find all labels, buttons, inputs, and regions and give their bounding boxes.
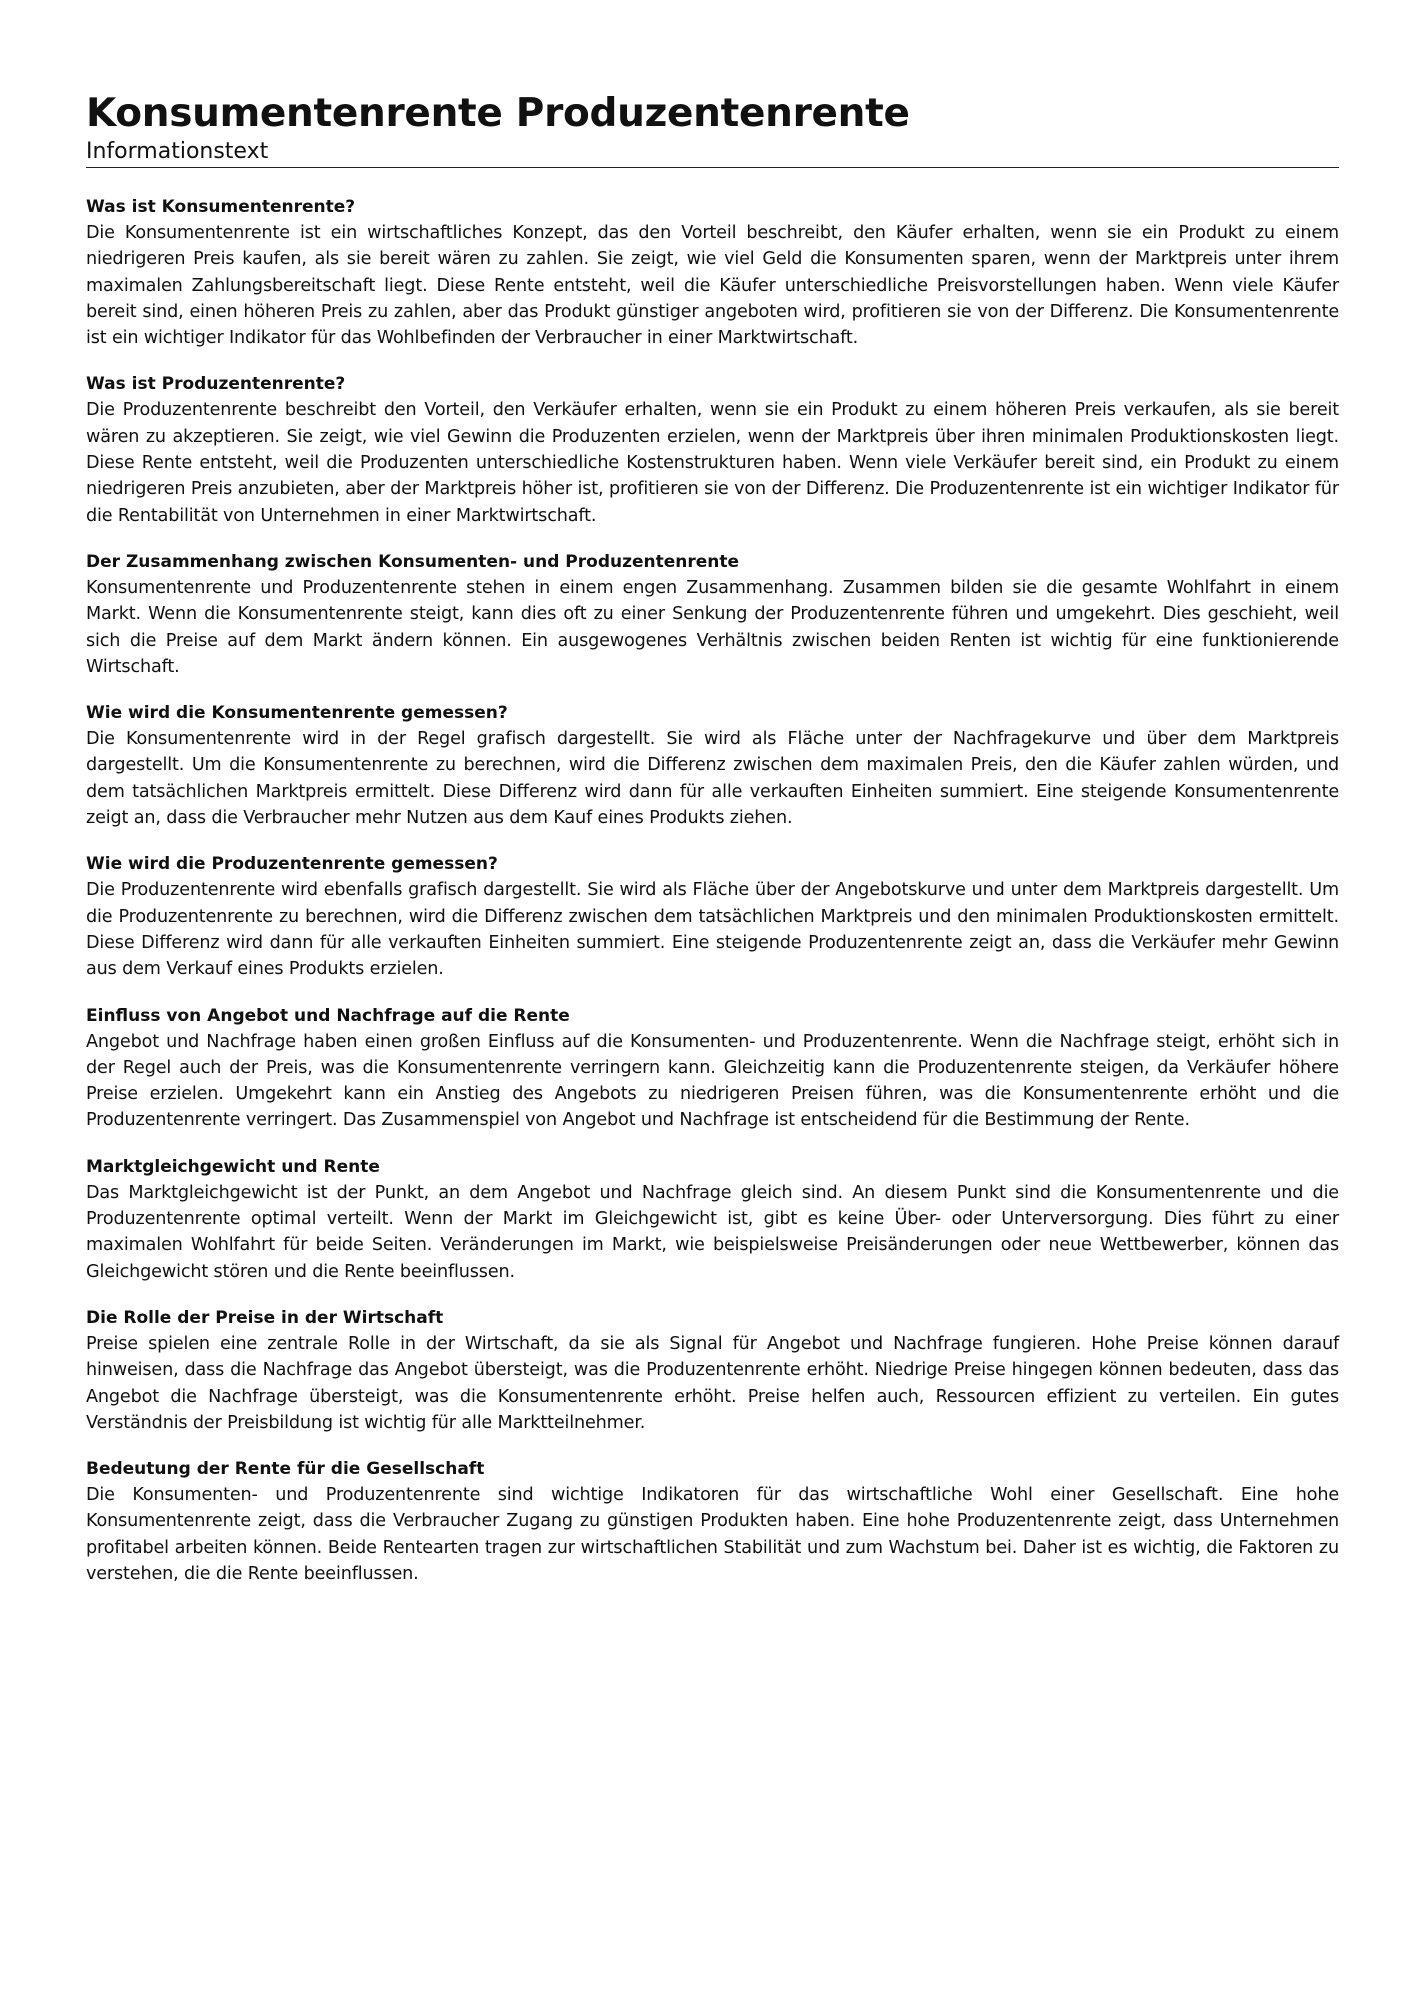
section-body: Das Marktgleichgewicht ist der Punkt, an dem Angebot und Nachfrage gleich sind. An diesem Punkt sind die Konsumentenrente und die Produzentenrente optimal verteilt. Wenn der Markt im Gleichgewicht ist, gibt es keine Über- oder Unterversorgung. Dies führt zu einer maximalen Wohlfahrt für beide Seiten. Veränderungen im Markt, wie beispielsweise Preisänderungen oder neue Wettbewerber, können das Gleichgewicht stören und die Rente beeinflussen. (86, 1182, 1339, 1282)
section-messung-produzentenrente (86, 851, 1339, 982)
section-produzentenrente (86, 371, 1339, 528)
document-title: Konsumentenrente Produzentenrente (86, 91, 910, 136)
section-body: Die Produzentenrente beschreibt den Vorteil, den Verkäufer erhalten, wenn sie ein Produkt zu einem höheren Preis verkaufen, als sie bereit wären zu akzeptieren. Sie zeigt, wie viel Gewinn die Produzenten erzielen, wenn der Marktpreis über ihren minimalen Produktionskosten liegt. Diese Rente entsteht, weil die Produzenten unterschiedliche Kostenstrukturen haben. Wenn viele Verkäufer bereit sind, ein Produkt zu einem niedrigeren Preis anzubieten, aber der Marktpreis höher ist, profitieren sie von der Differenz. Die Produzentenrente ist ein wichtiger Indikator für die Rentabilität von Unternehmen in einer Marktwirtschaft. (86, 400, 1339, 526)
section-heading: Was ist Produzentenrente? (86, 374, 346, 395)
section-body: Angebot und Nachfrage haben einen großen Einfluss auf die Konsumenten- und Produzentenrente. Wenn die Nachfrage steigt, erhöht sich in der Regel auch der Preis, was die Konsumentenrente verringern kann. Gleichzeitig kann die Produzentenrente steigen, da Verkäufer höhere Preise erzielen. Umgekehrt kann ein Anstieg des Angebots zu niedrigeren Preisen führen, was die Konsumentenrente erhöht und die Produzentenrente verringert. Das Zusammenspiel von Angebot und Nachfrage ist entscheidend für die Bestimmung der Rente. (86, 1031, 1339, 1131)
document-page (86, 90, 1339, 1607)
section-heading: Der Zusammenhang zwischen Konsumenten- und Produzentenrente (86, 551, 740, 572)
document-content (86, 194, 1339, 1587)
section-heading: Bedeutung der Rente für die Gesellschaft (86, 1459, 485, 1480)
section-heading: Einfluss von Angebot und Nachfrage auf die Rente (86, 1005, 570, 1026)
section-heading: Marktgleichgewicht und Rente (86, 1156, 380, 1177)
section-marktgleichgewicht (86, 1154, 1339, 1285)
section-konsumentenrente (86, 194, 1339, 351)
section-heading: Wie wird die Produzentenrente gemessen? (86, 854, 498, 875)
section-body: Konsumentenrente und Produzentenrente stehen in einem engen Zusammenhang. Zusammen bilden sie die gesamte Wohlfahrt in einem Markt. Wenn die Konsumentenrente steigt, kann dies oft zu einer Senkung der Produzentenrente führen und umgekehrt. Dies geschieht, weil sich die Preise auf dem Markt ändern können. Ein ausgewogenes Verhältnis zwischen beiden Renten ist wichtig für eine funktionierende Wirtschaft. (86, 577, 1339, 677)
section-heading: Was ist Konsumentenrente? (86, 197, 356, 217)
section-rolle-preise (86, 1305, 1339, 1436)
section-bedeutung-gesellschaft (86, 1456, 1339, 1587)
section-angebot-nachfrage (86, 1003, 1339, 1134)
section-heading: Die Rolle der Preise in der Wirtschaft (86, 1307, 444, 1328)
section-body: Preise spielen eine zentrale Rolle in der Wirtschaft, da sie als Signal für Angebot und Nachfrage fungieren. Hohe Preise können darauf hinweisen, dass die Nachfrage das Angebot übersteigt, was die Produzentenrente erhöht. Niedrige Preise hingegen können bedeuten, dass das Angebot die Nachfrage übersteigt, was die Konsumentenrente erhöht. Preise helfen auch, Ressourcen effizient zu verteilen. Ein gutes Verständnis der Preisbildung ist wichtig für alle Marktteilnehmer. (86, 1333, 1339, 1433)
section-body: Die Konsumentenrente wird in der Regel grafisch dargestellt. Sie wird als Fläche unter der Nachfragekurve und über dem Marktpreis dargestellt. Um die Konsumentenrente zu berechnen, wird die Differenz zwischen dem maximalen Preis, den die Käufer zahlen würden, und dem tatsächlichen Marktpreis ermittelt. Diese Differenz wird dann für alle verkauften Einheiten summiert. Eine steigende Konsumentenrente zeigt an, dass die Verbraucher mehr Nutzen aus dem Kauf eines Produkts ziehen. (86, 729, 1339, 829)
section-zusammenhang (86, 549, 1339, 680)
section-body: Die Produzentenrente wird ebenfalls grafisch dargestellt. Sie wird als Fläche über der Angebotskurve und unter dem Marktpreis dargestellt. Um die Produzentenrente zu berechnen, wird die Differenz zwischen dem tatsächlichen Marktpreis und den minimalen Produktionskosten ermittelt. Diese Differenz wird dann für alle verkauften Einheiten summiert. Eine steigende Produzentenrente zeigt an, dass die Verkäufer mehr Gewinn aus dem Verkauf eines Produkts erzielen. (86, 880, 1339, 980)
section-messung-konsumentenrente (86, 700, 1339, 831)
section-body: Die Konsumentenrente ist ein wirtschaftliches Konzept, das den Vorteil beschreibt, den Käufer erhalten, wenn sie ein Produkt zu einem niedrigeren Preis kaufen, als sie bereit wären zu zahlen. Sie zeigt, wie viel Geld die Konsumenten sparen, wenn der Marktpreis unter ihrem maximalen Zahlungsbereitschaft liegt. Diese Rente entsteht, weil die Käufer unterschiedliche Preisvorstellungen haben. Wenn viele Käufer bereit sind, einen höheren Preis zu zahlen, aber das Produkt günstiger angeboten wird, profitieren sie von der Differenz. Die Konsumentenrente ist ein wichtiger Indikator für das Wohlbefinden der Verbraucher in einer Marktwirtschaft. (86, 223, 1339, 349)
section-heading: Wie wird die Konsumentenrente gemessen? (86, 703, 508, 724)
document-subtitle: Informationstext (86, 138, 1339, 168)
section-body: Die Konsumenten- und Produzentenrente sind wichtige Indikatoren für das wirtschaftliche Wohl einer Gesellschaft. Eine hohe Konsumentenrente zeigt, dass die Verbraucher Zugang zu günstigen Produkten haben. Eine hohe Produzentenrente zeigt, dass Unternehmen profitabel arbeiten können. Beide Rentearten tragen zur wirtschaftlichen Stabilität und zum Wachstum bei. Daher ist es wichtig, die Faktoren zu verstehen, die die Rente beeinflussen. (86, 1485, 1339, 1584)
